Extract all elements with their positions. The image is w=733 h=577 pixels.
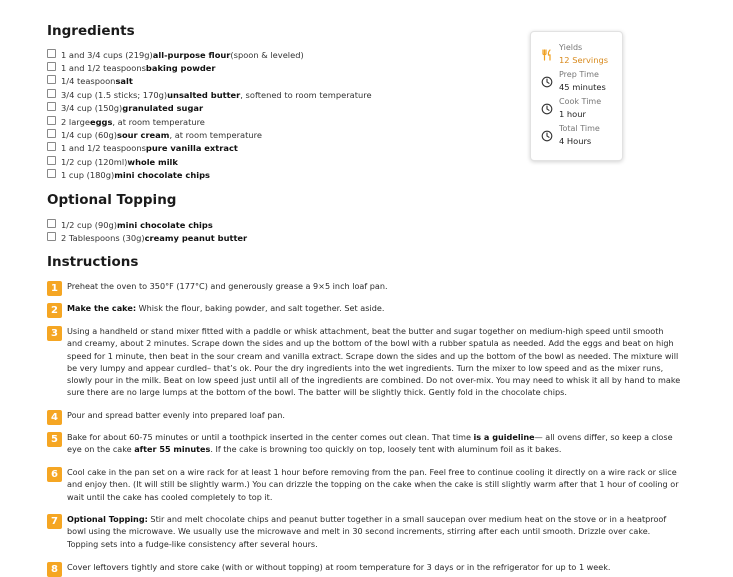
ingredient-item[interactable]: 2 large eggs , at room temperature — [47, 115, 487, 128]
yields-value: 12 Servings — [559, 55, 609, 65]
topping-checkbox[interactable] — [47, 219, 56, 228]
step-number: 5 — [47, 432, 62, 447]
ingredient-checkbox[interactable] — [47, 89, 56, 98]
ingredient-item[interactable]: 1/4 cup (60g) sour cream , at room temperature — [47, 128, 487, 141]
step-number: 7 — [47, 514, 62, 529]
step-text: Make the cake: Whisk the flour, baking powder, and salt together. Set aside. — [67, 303, 385, 313]
ingredient-item[interactable]: 3/4 cup (1.5 sticks; 170g) unsalted butter , softened to room temperature — [47, 88, 487, 101]
ingredient-item[interactable]: 1 and 1/2 teaspoons baking powder — [47, 61, 487, 74]
prep-time-label: Prep Time — [559, 70, 599, 79]
step-number: 1 — [47, 281, 62, 296]
clock-icon — [541, 76, 553, 88]
topping-item[interactable]: 1/2 cup (90g) mini chocolate chips — [47, 218, 487, 231]
step-text: Bake for about 60-75 minutes or until a toothpick inserted in the center comes out clean. That time is a guideline— all ovens differ, so keep a close eye on the cake after 55 minutes. If the cake is browning too quickly on top, loosely tent with aluminum foil as it bakes. — [67, 432, 673, 455]
topping-checkbox[interactable] — [47, 232, 56, 241]
cook-time-row — [531, 98, 622, 124]
step-text: Optional Topping: Stir and melt chocolate chips and peanut butter together in a small saucepan over medium heat on the stove or in a heatproof bowl using the microwave. We usually use the microwave and melt in 30 second increments, stirring after each until smooth. Drizzle over cake. Topping sets into a fudge-like consistency after several hours. — [67, 514, 667, 549]
ingredient-item[interactable]: 1 cup (180g) mini chocolate chips — [47, 169, 487, 182]
step-number: 3 — [47, 326, 62, 341]
step-text: Using a handheld or stand mixer fitted with a paddle or whisk attachment, beat the butter and sugar together on medium-high speed until smooth and creamy, about 2 minutes. Scrape down the sides and up the bottom of the bowl with a rubber spatula as needed. Add the eggs and beat on high speed for 1 minute, then beat in the sour cream and vanilla extract. Scrape down the sides and up the bottom of the bowl as needed. The mixture will be very lumpy and appear curdled– that’s ok. Pour the dry ingredients into the wet ingredients. Turn the mixer to low speed and as the mixer runs, slowly pour in the milk. Beat on low speed just until all of the ingredients are combined. Do not over-mix. You may need to whisk it all by hand to make sure there are no large lumps at the bottom of the bowl. The batter will be slightly thick. Gently fold in the chocolate chips. — [67, 326, 681, 398]
total-time-value: 4 Hours — [559, 136, 592, 146]
cook-time-value: 1 hour — [559, 109, 586, 119]
ingredient-item[interactable]: 1/2 cup (120ml) whole milk — [47, 155, 487, 168]
ingredient-item[interactable]: 3/4 cup (150g) granulated sugar — [47, 102, 487, 115]
step-number: 8 — [47, 562, 62, 577]
clock-icon — [541, 130, 553, 142]
prep-time-row — [531, 71, 622, 97]
ingredients-list — [47, 48, 487, 182]
ingredient-item[interactable]: 1/4 teaspoon salt — [47, 75, 487, 88]
step-number: 4 — [47, 410, 62, 425]
clock-icon — [541, 103, 553, 115]
step-number: 2 — [47, 303, 62, 318]
step-number: 6 — [47, 467, 62, 482]
total-time-row — [531, 125, 622, 151]
yields-row — [531, 44, 622, 70]
utensils-icon — [541, 49, 553, 61]
ingredient-checkbox[interactable] — [47, 142, 56, 151]
ingredient-checkbox[interactable] — [47, 75, 56, 84]
step-text: Cover leftovers tightly and store cake (with or without topping) at room temperature for 3 days or in the refrigerator for up to 1 week. — [67, 562, 611, 572]
ingredients-heading: Ingredients — [47, 23, 135, 39]
topping-heading: Optional Topping — [47, 192, 177, 208]
topping-item[interactable]: 2 Tablespoons (30g) creamy peanut butter — [47, 231, 487, 244]
cook-time-label: Cook Time — [559, 97, 602, 106]
ingredient-checkbox[interactable] — [47, 62, 56, 71]
recipe-info-card — [530, 31, 623, 161]
yields-label: Yields — [559, 43, 583, 52]
total-time-label: Total Time — [559, 124, 600, 133]
ingredient-checkbox[interactable] — [47, 169, 56, 178]
step-text: Pour and spread batter evenly into prepared loaf pan. — [67, 410, 286, 420]
ingredient-checkbox[interactable] — [47, 116, 56, 125]
ingredient-checkbox[interactable] — [47, 49, 56, 58]
topping-list — [47, 218, 487, 245]
ingredient-checkbox[interactable] — [47, 129, 56, 138]
ingredient-item[interactable]: 1 and 3/4 cups (219g) all-purpose flour (spoon & leveled) — [47, 48, 487, 61]
ingredient-item[interactable]: 1 and 1/2 teaspoons pure vanilla extract — [47, 142, 487, 155]
step-text: Preheat the oven to 350°F (177°C) and generously grease a 9×5 inch loaf pan. — [67, 281, 388, 291]
ingredient-checkbox[interactable] — [47, 102, 56, 111]
instructions-heading: Instructions — [47, 254, 139, 270]
step-text: Cool cake in the pan set on a wire rack for at least 1 hour before removing from the pan. Feel free to continue cooling it directly on a wire rack or slice and enjoy then. (It will still be slightly warm.) You can drizzle the topping on the cake when the cake is still slightly warm after that 1 hour of cooling or wait until the cake has cooled completely to top it. — [67, 467, 679, 502]
prep-time-value: 45 minutes — [559, 82, 606, 92]
ingredient-checkbox[interactable] — [47, 156, 56, 165]
